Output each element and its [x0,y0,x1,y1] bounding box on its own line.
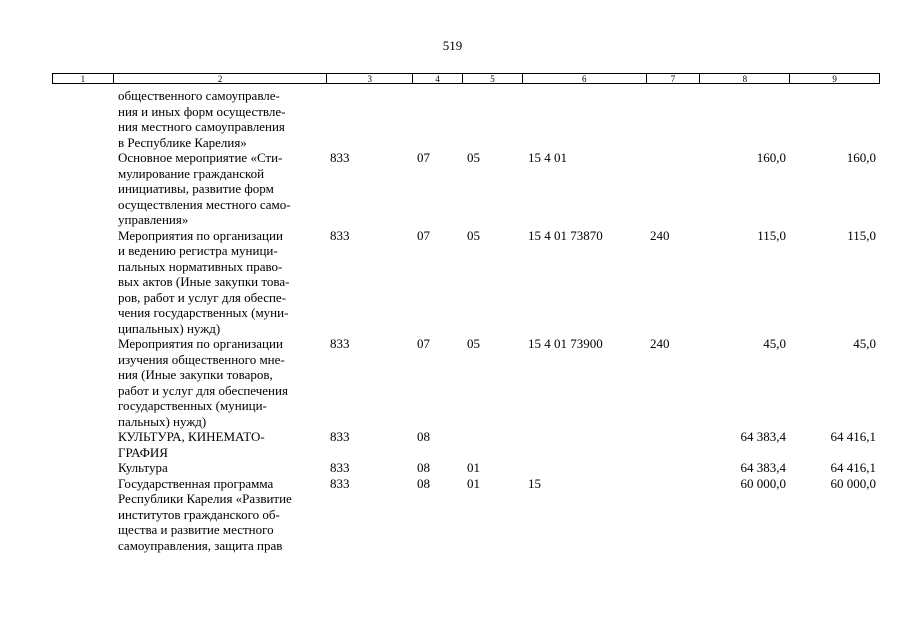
cell-c3: 833 [330,227,350,243]
table-row [52,228,880,337]
name-line: мулирование гражданской [118,165,265,181]
name-line: ципальных) нужд) [118,320,221,336]
name-line: Мероприятия по организации [118,227,283,243]
cell-c5 [462,88,522,150]
header-col-3: 3 [326,74,412,83]
page-number: 519 [442,38,463,53]
header-col-8: 8 [699,74,789,83]
cell-c7 [646,150,700,228]
cell-c5: 01 [467,475,480,491]
table-row [52,150,880,228]
cell-c6 [522,88,646,150]
name-line: пальных нормативных право- [118,258,283,274]
cell-c6: 15 [528,475,541,491]
header-col-6: 6 [522,74,646,83]
cell-col-1 [52,88,112,150]
name-line: осуществления местного само- [118,196,291,212]
name-line: пальных) нужд) [118,413,207,429]
cell-c7 [646,88,700,150]
cell-name [112,429,326,460]
cell-c5: 05 [467,227,480,243]
name-line: самоуправления, защита прав [118,537,283,553]
table-body [52,88,880,553]
cell-c4: 08 [417,429,430,444]
cell-c7: 240 [650,336,670,351]
table-row [52,88,880,150]
name-line: чения государственных (муни- [118,305,289,320]
name-line: ния (Иные закупки товаров, [118,367,273,382]
cell-c9: 160,0 [846,150,876,165]
name-line: ния местного самоуправления [118,119,285,134]
cell-c7: 240 [650,227,670,243]
name-line: Культура [118,460,168,475]
cell-c8: 45,0 [763,336,786,351]
name-line: ния и иных форм осуществле- [118,103,286,119]
cell-c4: 08 [417,460,430,475]
cell-col-1 [52,336,112,429]
name-line: Государственная программа [118,475,274,491]
cell-c3: 833 [330,336,350,351]
name-line: щества и развитие местного [118,522,274,537]
cell-c9: 64 416,1 [830,460,876,475]
name-line: изучения общественного мне- [118,351,285,367]
header-col-5: 5 [462,74,522,83]
table-row [52,336,880,429]
header-col-1: 1 [80,74,86,84]
cell-c5: 05 [467,336,480,351]
cell-c8: 115,0 [757,227,786,243]
name-line: и ведению регистра муници- [118,243,278,258]
cell-c5: 01 [467,460,480,475]
cell-name [112,150,326,228]
name-line: работ и услуг для обеспечения [118,382,288,398]
cell-name [112,336,326,429]
cell-c9: 64 416,1 [830,429,876,444]
name-line: вых актов (Иные закупки това- [118,274,290,289]
cell-c7 [646,460,700,476]
cell-name [112,460,326,476]
cell-c7 [646,429,700,460]
header-col-4: 4 [412,74,462,83]
cell-col-1 [52,429,112,460]
header-col-7: 7 [646,74,700,83]
name-line: Основное мероприятие «Сти- [118,150,283,165]
cell-col-1 [52,150,112,228]
cell-c6 [522,460,646,476]
name-line: ров, работ и услуг для обеспе- [118,289,287,305]
name-line: общественного самоуправле- [118,88,280,103]
name-line: институтов гражданского об- [118,506,280,522]
name-line: Республики Карелия «Развитие [118,491,292,506]
name-line: КУЛЬТУРА, КИНЕМАТО- [118,429,265,444]
cell-name [112,476,326,554]
table-row [52,476,880,554]
cell-col-1 [52,460,112,476]
cell-c5: 05 [467,150,480,165]
header-col-2: 2 [113,74,326,83]
cell-c8 [700,88,790,150]
cell-c8: 64 383,4 [740,460,786,475]
cell-c4: 07 [417,227,430,243]
table-row [52,460,880,476]
cell-c3 [326,88,412,150]
cell-c9 [790,88,880,150]
cell-c4: 07 [417,336,430,351]
cell-c6: 15 4 01 73900 [528,336,603,351]
cell-col-1 [52,228,112,337]
cell-c4: 08 [417,475,430,491]
table-header [52,73,880,84]
cell-c6: 15 4 01 73870 [528,227,603,243]
cell-c4 [412,88,462,150]
name-line: в Республике Карелия» [118,134,247,150]
cell-c3: 833 [330,475,350,491]
cell-name [112,228,326,337]
cell-c3: 833 [330,460,350,475]
cell-c8: 64 383,4 [740,429,786,444]
cell-c6 [522,429,646,460]
header-col-9: 9 [789,74,879,83]
cell-c6: 15 4 01 [528,150,567,165]
name-line: Мероприятия по организации [118,336,283,351]
cell-c9: 45,0 [853,336,876,351]
cell-c8: 60 000,0 [740,475,786,491]
cell-c5 [462,429,522,460]
cell-c3: 833 [330,150,350,165]
cell-col-1 [52,476,112,554]
name-line: ГРАФИЯ [118,444,168,460]
cell-c3: 833 [330,429,350,444]
cell-c9: 115,0 [847,227,876,243]
name-line: инициативы, развитие форм [118,181,274,196]
cell-c8: 160,0 [756,150,786,165]
cell-c7 [646,476,700,554]
name-line: управления» [118,212,189,227]
table-row [52,429,880,460]
cell-c9: 60 000,0 [830,475,876,491]
cell-c4: 07 [417,150,430,165]
name-line: государственных (муници- [118,398,267,413]
cell-name [112,88,326,150]
